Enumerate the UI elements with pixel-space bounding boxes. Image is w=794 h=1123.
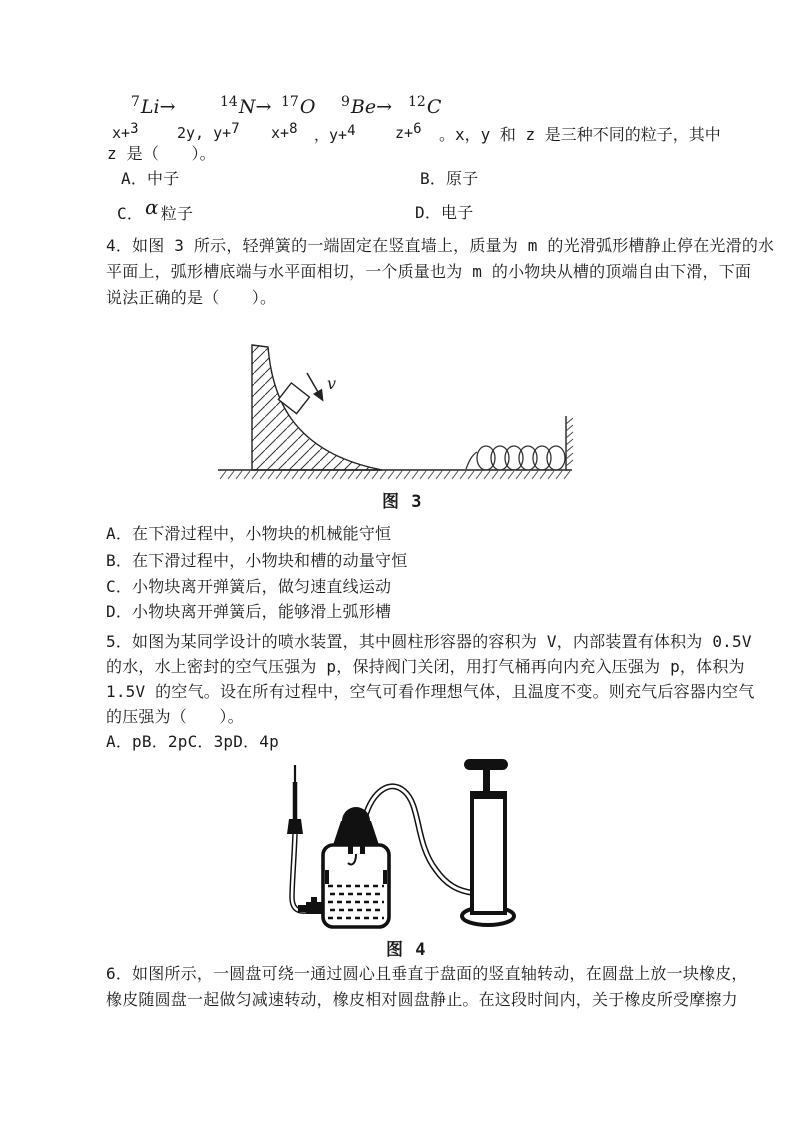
ground-hatching [220, 471, 570, 479]
mass-number: 17 [281, 94, 299, 110]
element-symbol: O [299, 96, 316, 118]
q4-option-b: B．在下滑过程中，小物块和槽的动量守恒 [106, 551, 408, 570]
equation-term: 2y, y+7 [177, 121, 240, 142]
q4-option-c: C．小物块离开弹簧后，做匀速直线运动 [106, 577, 392, 596]
figure-3-caption: 图 3 [382, 492, 423, 512]
q5-options-line: A．pB．2pC．3pD．4p [106, 732, 279, 751]
velocity-label: v [327, 374, 337, 393]
figure-4-caption: 图 4 [386, 940, 427, 960]
nuclide-n [220, 96, 271, 118]
element-symbol: Be→ [350, 96, 393, 118]
spring [466, 446, 565, 470]
q5-text-line-4: 的压强为（ ）。 [106, 707, 244, 726]
element-symbol: C [426, 96, 442, 118]
nuclide-be [341, 96, 392, 118]
mass-number: 9 [341, 94, 350, 110]
equation-term: z+6 [395, 121, 422, 142]
curved-ramp [252, 345, 382, 470]
mass-number: 7 [131, 94, 140, 110]
q4-option-d: D．小物块离开弹簧后，能够滑上弧形槽 [106, 602, 392, 621]
mass-number: 12 [408, 94, 426, 110]
q4-option-a: A．在下滑过程中，小物块的机械能守恒 [106, 524, 392, 543]
element-symbol: Li→ [140, 96, 176, 118]
q5-text-line-2: 的水，水上密封的空气压强为 p，保持阀门关闭，用打气桶再向内充入压强为 p，体积为 [106, 657, 745, 676]
q3-option-a: A．中子 [121, 169, 180, 188]
q3-text-line: z 是（ ）。 [107, 144, 216, 163]
q4-text-line-1: 4．如图 3 所示，轻弹簧的一端固定在竖直墙上，质量为 m 的光滑弧形槽静止停在光滑的水 [106, 236, 775, 255]
q6-text-line-2: 橡皮随圆盘一起做匀减速转动，橡皮相对圆盘静止。在这段时间内，关于橡皮所受摩擦力 [106, 990, 738, 1009]
nuclide-li [131, 96, 176, 118]
equation-term: x+3 [112, 121, 139, 142]
hand-pump [462, 759, 514, 925]
nuclide-c [408, 96, 441, 118]
equation-term: ，y+4 [314, 123, 356, 144]
right-wall [566, 416, 573, 470]
figure-4-illustration [268, 755, 530, 930]
figure-3-illustration [210, 340, 590, 485]
velocity-arrow [307, 373, 322, 399]
q3-option-d: D．电子 [415, 203, 474, 222]
spray-nozzle [287, 765, 303, 834]
tap-valve [298, 897, 323, 914]
q6-text-line-1: 6．如图所示，一圆盘可绕一通过圆心且垂直于盘面的竖直轴转动，在圆盘上放一块橡皮， [106, 964, 748, 983]
q3-option-b: B．原子 [420, 169, 479, 188]
equation-tail-text: 。x，y 和 z 是三种不同的粒子，其中 [439, 125, 721, 144]
q5-text-line-1: 5．如图为某同学设计的喷水装置，其中圆柱形容器的容积为 V，内部装置有体积为 0.5V [106, 632, 752, 651]
element-symbol: N→ [238, 96, 272, 118]
q4-text-line-2: 平面上，弧形槽底端与水平面相切，一个质量也为 m 的小物块从槽的顶端自由下滑，下面 [106, 262, 752, 281]
q3-option-c: C． α 粒子 [117, 195, 194, 223]
nozzle-tube [292, 834, 314, 911]
equation-term: x+8 [271, 121, 298, 142]
mass-number: 14 [220, 94, 238, 110]
q5-text-line-3: 1.5V 的空气。设在所有过程中，空气可看作理想气体，且温度不变。则充气后容器内空气 [106, 682, 755, 701]
q4-text-line-3: 说法正确的是（ ）。 [106, 288, 277, 307]
nuclide-o [281, 96, 315, 118]
alpha-symbol: α [145, 195, 159, 219]
